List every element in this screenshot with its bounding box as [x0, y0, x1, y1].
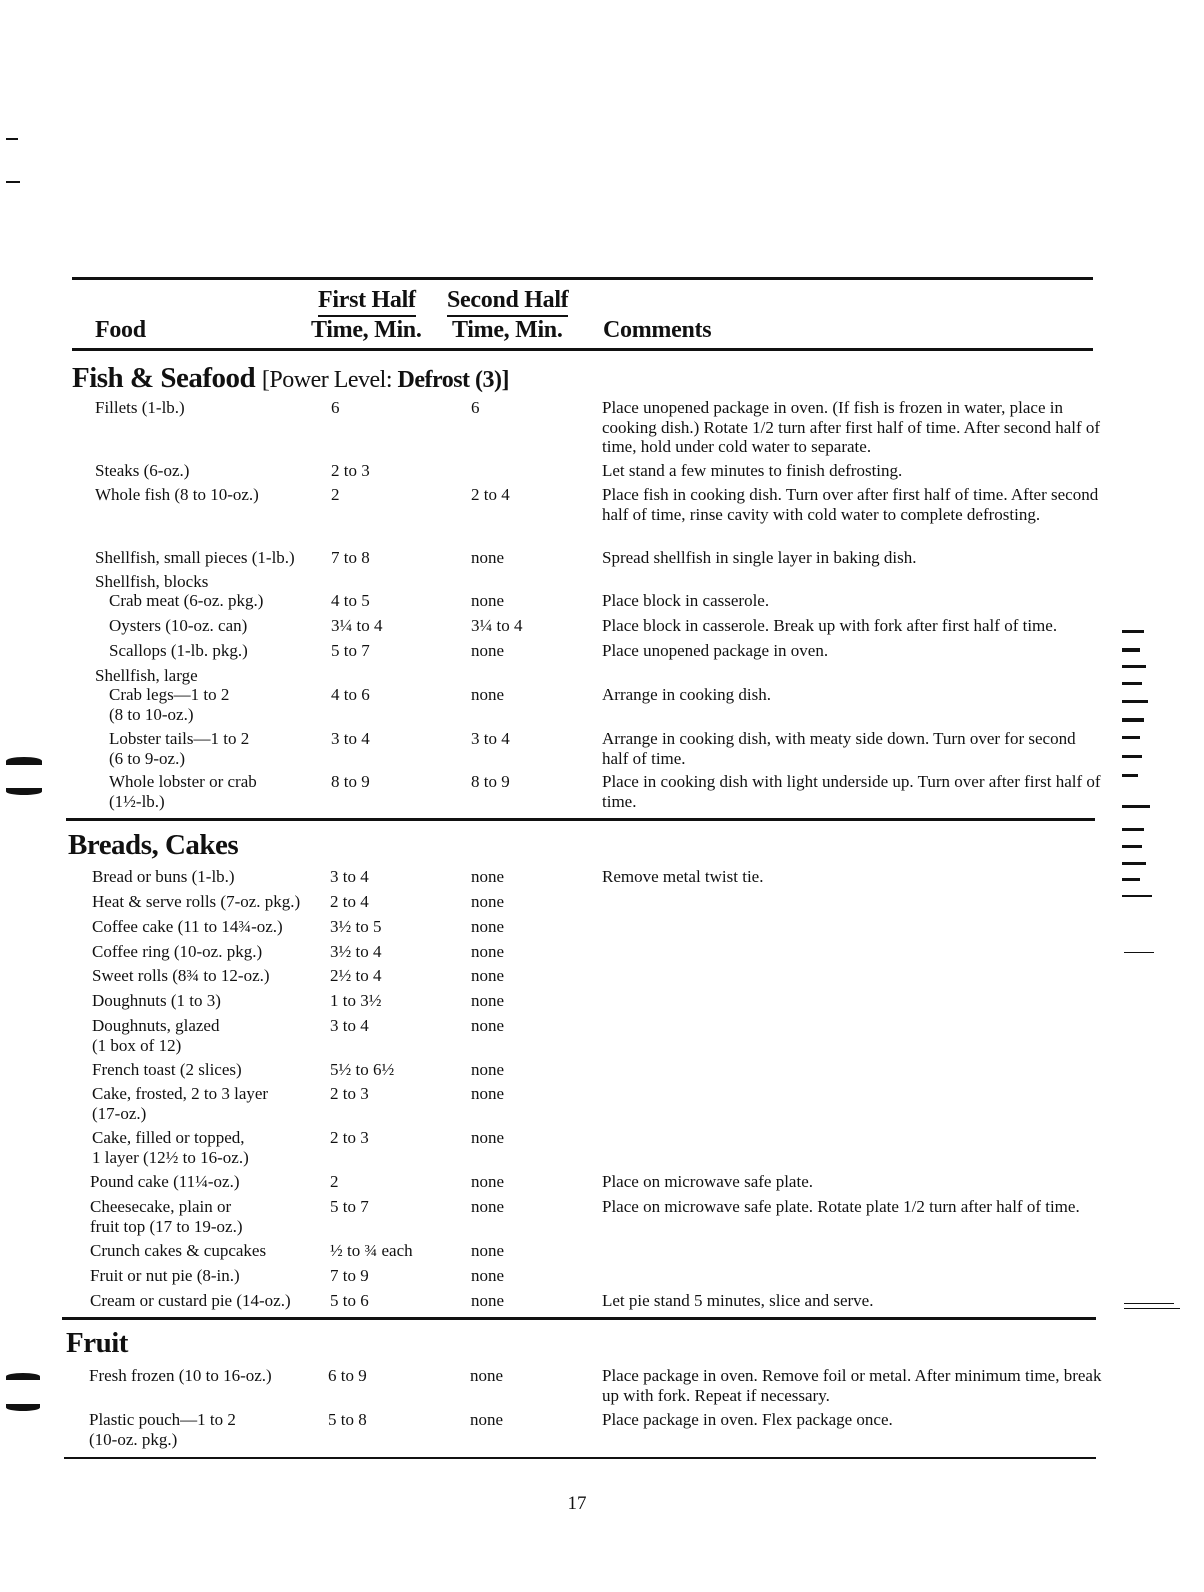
food-cell: [92, 1128, 317, 1167]
edge-marks: [1122, 805, 1150, 808]
first-half-cell: 2 to 3: [330, 1128, 369, 1147]
header-bottom-rule: [72, 348, 1093, 351]
comment-cell: Place fish in cooking dish. Turn over after first half of time. After second half of time, rinse cavity with cold water to complete defrosting.: [602, 485, 1099, 524]
section-title-fruit: Fruit: [66, 1327, 128, 1359]
food-line: (6 to 9-oz.): [109, 748, 186, 768]
food-line: (8 to 10-oz.): [109, 704, 194, 724]
comment-cell: Place package in oven. Flex package once.: [602, 1410, 893, 1429]
second-half-cell: none: [471, 942, 505, 961]
edge-marks: [1124, 952, 1154, 953]
food-cell: [92, 1016, 317, 1055]
first-half-cell: 8 to 9: [331, 772, 370, 791]
food-cell: [95, 685, 334, 724]
power-value: Defrost (3)]: [397, 367, 510, 393]
food-cell: Coffee ring (10-oz. pkg.): [92, 942, 263, 961]
food-cell: Scallops (1-lb. pkg.): [109, 641, 248, 660]
food-cell: [95, 772, 334, 811]
edge-marks: [1122, 878, 1140, 881]
first-half-cell: ½ to ¾ each: [330, 1241, 413, 1260]
food-cell: Pound cake (11¼-oz.): [90, 1172, 240, 1191]
food-cell: Crab meat (6-oz. pkg.): [109, 591, 264, 610]
first-half-cell: 5 to 6: [330, 1291, 369, 1310]
page-number: 17: [567, 1493, 587, 1514]
first-half-cell: 6 to 9: [328, 1366, 367, 1385]
second-half-cell: none: [471, 1128, 505, 1147]
second-half-cell: none: [471, 892, 505, 911]
food-cell: Oysters (10-oz. can): [109, 616, 248, 635]
power-prefix: [Power Level:: [261, 367, 398, 393]
food-line: (17-oz.): [92, 1103, 147, 1123]
second-half-cell: none: [471, 1084, 505, 1103]
food-line: (10-oz. pkg.): [89, 1429, 178, 1449]
comment-cell: Place block in casserole. Break up with fork after first half of time.: [602, 616, 1058, 635]
comment-cell: Arrange in cooking dish, with meaty side down. Turn over for second half of time.: [602, 729, 1076, 768]
food-cell: [89, 1410, 314, 1449]
comment-cell: Place in cooking dish with light underside up. Turn over after first half of time.: [602, 772, 1101, 811]
first-half-cell: 7 to 9: [330, 1266, 369, 1285]
first-half-cell: 2 to 4: [330, 892, 369, 911]
second-half-cell: none: [471, 591, 505, 610]
header-comments: Comments: [603, 317, 712, 343]
food-cell: Fresh frozen (10 to 16-oz.): [89, 1366, 272, 1385]
food-cell: French toast (2 slices): [92, 1060, 242, 1079]
edge-marks: [1122, 682, 1142, 685]
header-second-time: Time, Min.: [452, 317, 563, 343]
first-half-cell: 3¼ to 4: [331, 616, 383, 635]
edge-marks: [1122, 755, 1142, 758]
edge-marks: [1122, 774, 1138, 777]
edge-marks: [1122, 895, 1152, 897]
first-half-cell: 2 to 3: [331, 461, 370, 480]
second-half-cell: none: [471, 1266, 505, 1285]
second-half-cell: none: [471, 966, 505, 985]
second-half-cell: none: [471, 1016, 505, 1035]
food-cell: Fruit or nut pie (8-in.): [90, 1266, 240, 1285]
food-line: (1 box of 12): [92, 1035, 182, 1055]
food-line: Crab legs—1 to 2: [109, 685, 230, 704]
food-cell: Crunch cakes & cupcakes: [90, 1241, 267, 1260]
first-half-cell: 2: [330, 1172, 339, 1191]
second-half-cell: 8 to 9: [471, 772, 510, 791]
first-half-cell: 1 to 3½: [330, 991, 382, 1010]
binder-hole-mark: [6, 1404, 40, 1411]
edge-marks: [1122, 736, 1140, 739]
first-half-cell: 6: [331, 398, 340, 417]
food-line: Doughnuts, glazed: [92, 1016, 220, 1035]
food-line: Cake, frosted, 2 to 3 layer: [92, 1084, 269, 1103]
table-top-rule: [72, 277, 1093, 280]
second-half-cell: none: [471, 1172, 505, 1191]
first-half-cell: 3 to 4: [330, 1016, 369, 1035]
food-cell: Cream or custard pie (14-oz.): [90, 1291, 291, 1310]
second-half-cell: 3¼ to 4: [471, 616, 523, 635]
section-title-fish: [72, 362, 509, 395]
comment-cell: Arrange in cooking dish.: [602, 685, 772, 704]
binder-hole-mark: [6, 757, 42, 765]
comment-cell: Place on microwave safe plate. Rotate plate 1/2 turn after half of time.: [602, 1197, 1080, 1216]
edge-marks: [1122, 828, 1144, 831]
section-rule: [66, 818, 1095, 821]
food-line: Lobster tails—1 to 2: [109, 729, 250, 748]
food-cell: [92, 1084, 317, 1123]
second-half-cell: 6: [471, 398, 480, 417]
food-cell: Doughnuts (1 to 3): [92, 991, 221, 1010]
second-half-cell: none: [471, 685, 505, 704]
first-half-cell: 5 to 7: [331, 641, 370, 660]
first-half-cell: 2 to 3: [330, 1084, 369, 1103]
second-half-cell: 2 to 4: [471, 485, 510, 504]
fish-power-level: [262, 367, 509, 393]
first-half-cell: 5 to 8: [328, 1410, 367, 1429]
header-second-half: Second Half: [447, 287, 568, 317]
food-cell: [90, 1197, 315, 1236]
first-half-cell: 4 to 6: [331, 685, 370, 704]
second-half-cell: none: [471, 867, 505, 886]
food-line: fruit top (17 to 19-oz.): [90, 1216, 243, 1236]
second-half-cell: none: [471, 917, 505, 936]
edge-marks: [1122, 700, 1148, 703]
second-half-cell: none: [471, 1197, 505, 1216]
food-group-label: Shellfish, blocks: [95, 572, 209, 591]
scan-mark: [6, 138, 18, 140]
section-title-breads: Breads, Cakes: [68, 829, 239, 861]
edge-marks: [1122, 630, 1144, 633]
food-group-label: Shellfish, large: [95, 666, 198, 685]
comment-cell: Spread shellfish in single layer in baking dish.: [602, 548, 917, 567]
first-half-cell: 3½ to 5: [330, 917, 382, 936]
header-first-time: Time, Min.: [311, 317, 422, 343]
second-half-cell: none: [471, 1241, 505, 1260]
header-food: Food: [95, 317, 146, 343]
food-cell: Whole fish (8 to 10-oz.): [95, 485, 259, 504]
edge-marks: [1122, 648, 1140, 652]
second-half-cell: none: [470, 1410, 504, 1429]
food-cell: Bread or buns (1-lb.): [92, 867, 235, 886]
first-half-cell: 5½ to 6½: [330, 1060, 395, 1079]
edge-marks: [1124, 1308, 1180, 1309]
table-bottom-rule: [64, 1457, 1096, 1459]
first-half-cell: 2½ to 4: [330, 966, 382, 985]
binder-hole-mark: [6, 788, 42, 795]
food-cell: Fillets (1-lb.): [95, 398, 185, 417]
header-first-half: First Half: [318, 287, 416, 317]
first-half-cell: 3½ to 4: [330, 942, 382, 961]
food-line: Cheesecake, plain or: [90, 1197, 232, 1216]
second-half-cell: none: [471, 1060, 505, 1079]
food-cell: Sweet rolls (8¾ to 12-oz.): [92, 966, 270, 985]
scan-mark: [6, 181, 20, 183]
food-line: 1 layer (12½ to 16-oz.): [92, 1147, 249, 1167]
food-line: Plastic pouch—1 to 2: [89, 1410, 236, 1429]
food-line: Whole lobster or crab: [109, 772, 257, 791]
comment-cell: Let stand a few minutes to finish defrosting.: [602, 461, 903, 480]
comment-cell: Place package in oven. Remove foil or metal. After minimum time, break up with fork. Repeat if necessary.: [602, 1366, 1102, 1405]
comment-cell: Place on microwave safe plate.: [602, 1172, 813, 1191]
second-half-cell: none: [471, 548, 505, 567]
second-half-cell: none: [470, 1366, 504, 1385]
second-half-cell: 3 to 4: [471, 729, 510, 748]
comment-cell: Place unopened package in oven. (If fish is frozen in water, place in cooking dish.) Rotate 1/2 turn after first half of time. After second half of time, hold under cold water to separate.: [602, 398, 1101, 456]
comment-cell: Place block in casserole.: [602, 591, 770, 610]
food-cell: Shellfish, small pieces (1-lb.): [95, 548, 295, 567]
first-half-cell: 4 to 5: [331, 591, 370, 610]
section-rule: [62, 1317, 1096, 1320]
second-half-cell: none: [471, 641, 505, 660]
food-cell: [95, 729, 334, 768]
food-cell: Coffee cake (11 to 14¾-oz.): [92, 917, 283, 936]
second-half-cell: none: [471, 1291, 505, 1310]
first-half-cell: 2: [331, 485, 340, 504]
food-line: Cake, filled or topped,: [92, 1128, 245, 1147]
first-half-cell: 3 to 4: [331, 729, 370, 748]
food-cell: Steaks (6-oz.): [95, 461, 190, 480]
comment-cell: Remove metal twist tie.: [602, 867, 764, 886]
food-cell: Heat & serve rolls (7-oz. pkg.): [92, 892, 301, 911]
edge-marks: [1122, 862, 1146, 865]
edge-marks: [1124, 1303, 1174, 1304]
comment-cell: Let pie stand 5 minutes, slice and serve.: [602, 1291, 874, 1310]
first-half-cell: 3 to 4: [330, 867, 369, 886]
edge-marks: [1122, 665, 1146, 668]
first-half-cell: 7 to 8: [331, 548, 370, 567]
binder-hole-mark: [6, 1373, 40, 1380]
comment-cell: Place unopened package in oven.: [602, 641, 829, 660]
food-line: (1½-lb.): [109, 791, 165, 811]
fish-title: Fish & Seafood: [72, 362, 256, 394]
second-half-cell: none: [471, 991, 505, 1010]
first-half-cell: 5 to 7: [330, 1197, 369, 1216]
edge-marks: [1122, 718, 1144, 722]
edge-marks: [1122, 845, 1142, 848]
